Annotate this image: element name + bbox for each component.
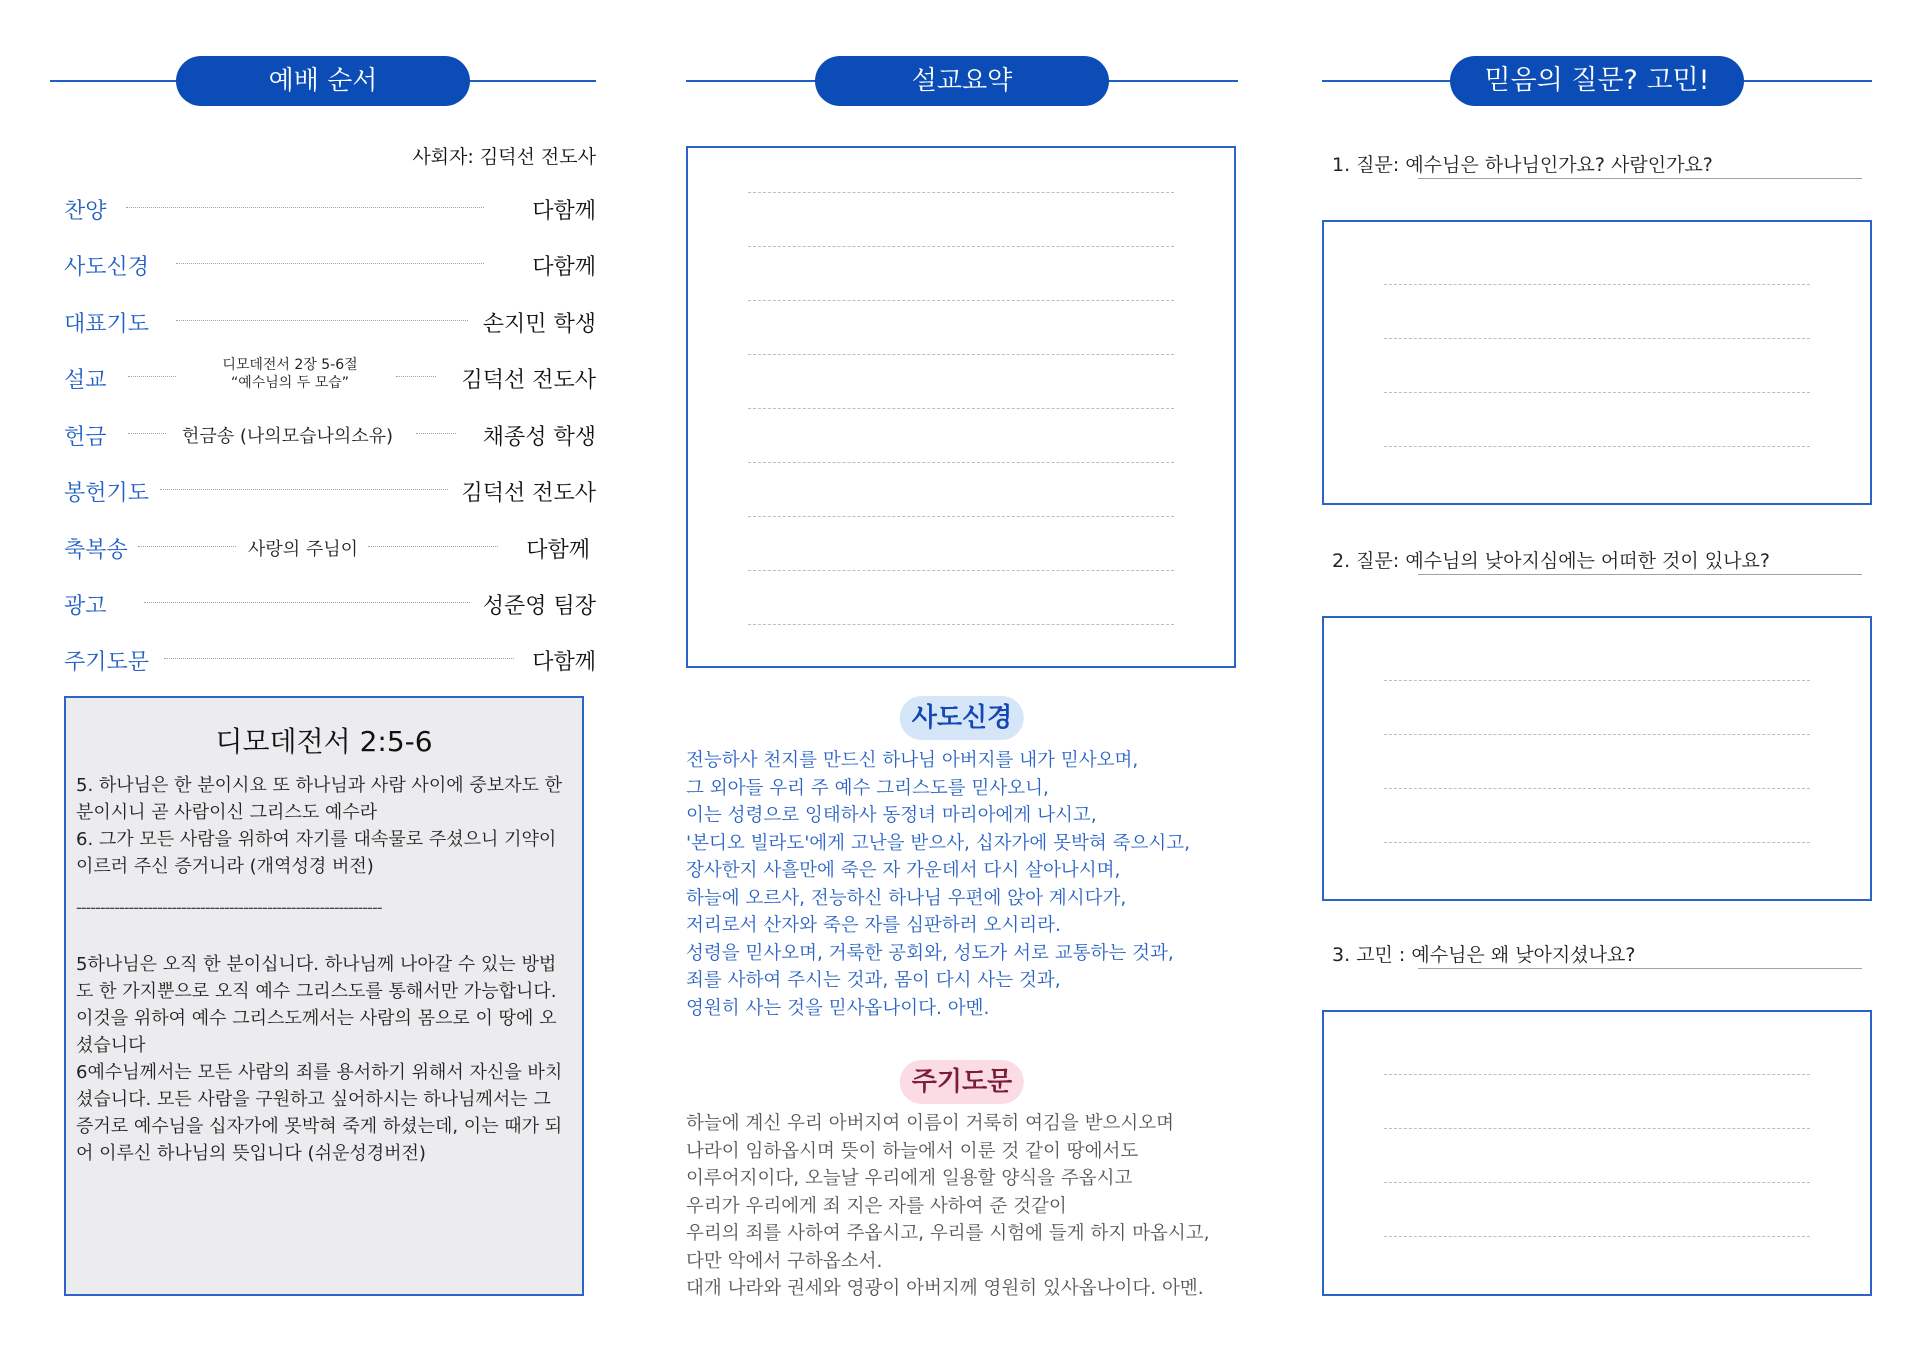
- answer-box-1[interactable]: [1322, 220, 1872, 505]
- question-1-text: 1. 질문: 예수님은 하나님인가요? 사람인가요?: [1332, 154, 1713, 176]
- creed-line: 영원히 사는 것을 믿사옵나이다. 아멘.: [686, 997, 990, 1019]
- scripture-title: 디모데전서 2:5-6: [215, 725, 433, 758]
- blessing-song-title: 사랑의 주님이: [248, 539, 359, 560]
- order-item-name: 헌금: [64, 425, 107, 450]
- prayer-line: 다만 악에서 구하옵소서.: [686, 1250, 883, 1272]
- answer-line: [1384, 1182, 1810, 1183]
- order-item-name: 대표기도: [64, 312, 150, 337]
- leader-dots: [176, 263, 484, 264]
- order-item-leader: 손지민 학생: [482, 312, 596, 337]
- answer-line: [1384, 446, 1810, 447]
- worship-order-header: [50, 56, 596, 108]
- answer-line: [1384, 1236, 1810, 1237]
- leader-dots: [160, 489, 448, 490]
- note-line: [748, 192, 1174, 193]
- worship-order-title: 예배 순서: [176, 56, 470, 106]
- creed-line: 이는 성령으로 잉태하사 동정녀 마리아에게 나시고,: [686, 805, 1097, 826]
- order-item-name: 봉헌기도: [64, 481, 150, 506]
- order-item-offering-prayer: [50, 472, 596, 506]
- scripture-verse-5: 5. 하나님은 한 분이시요 또 하나님과 사람 사이에 중보자도 한 분이시니 곧 사람이신 그리스도 예수라: [76, 775, 562, 823]
- leader-dots: [128, 376, 176, 377]
- prayer-line: 하늘에 계신 우리 아버지여 이름이 거룩히 여김을 받으시오며: [686, 1113, 1174, 1134]
- order-item-leader: 채종성 학생: [482, 425, 596, 450]
- answer-line: [1384, 842, 1810, 843]
- order-item-leader: 다함께: [532, 255, 596, 280]
- answer-line: [1384, 1074, 1810, 1075]
- leader-dots: [164, 658, 514, 659]
- leader-dots: [144, 602, 470, 603]
- note-line: [748, 354, 1174, 355]
- order-item-sermon: [50, 359, 596, 393]
- scripture-easy-5: 5하나님은 오직 한 분이십니다. 하나님께 나아갈 수 있는 방법도 한 가지뿐으로 오직 예수 그리스도를 통해서만 가능합니다. 이것을 위하여 예수 그리스도께서는 사람의 몸으로 이 땅에 오셨습니다: [76, 954, 557, 1056]
- questions-header: [1322, 56, 1872, 108]
- sermon-header: [686, 56, 1238, 108]
- answer-line: [1384, 680, 1810, 681]
- answer-box-3[interactable]: [1322, 1010, 1872, 1296]
- scripture-box: [64, 696, 584, 1296]
- question-2: [1332, 546, 1862, 580]
- apostles-creed-badge: 사도신경: [900, 696, 1024, 740]
- leader-dots: [396, 376, 436, 377]
- leader-dots: [368, 546, 498, 547]
- sermon-title: “예수님의 두 모습”: [230, 375, 350, 391]
- order-item-praise: [50, 190, 596, 224]
- note-line: [748, 516, 1174, 517]
- sermon-notes-box[interactable]: [686, 146, 1236, 668]
- presider-label: 사회자: 김덕선 전도사: [412, 146, 596, 168]
- sermon-text-info: [200, 356, 380, 392]
- note-line: [748, 408, 1174, 409]
- order-item-announcements: [50, 585, 596, 619]
- order-item-leader: 다함께: [526, 538, 590, 563]
- leader-dots: [128, 433, 166, 434]
- answer-line: [1384, 284, 1810, 285]
- creed-line: 저리로서 산자와 죽은 자를 심판하러 오시리라.: [686, 915, 1061, 936]
- creed-line: 성령을 믿사오며, 거룩한 공회와, 성도가 서로 교통하는 것과,: [686, 942, 1174, 964]
- order-item-prayer: [50, 303, 596, 337]
- leader-dots: [138, 546, 236, 547]
- creed-line: 죄를 사하여 주시는 것과, 몸이 다시 사는 것과,: [686, 970, 1061, 991]
- answer-line: [1384, 1128, 1810, 1129]
- sermon-passage: 디모데전서 2장 5-6절: [222, 357, 358, 373]
- offering-song: 헌금송 (나의모습나의소유): [182, 426, 394, 447]
- creed-line: 장사한지 사흘만에 죽은 자 가운데서 다시 살아나시며,: [686, 860, 1121, 881]
- order-item-name: 광고: [64, 594, 107, 619]
- order-item-name: 사도신경: [64, 255, 150, 280]
- creed-line: 하늘에 오르사, 전능하신 하나님 우편에 앉아 계시다가,: [686, 887, 1127, 909]
- lords-prayer-badge: 주기도문: [900, 1060, 1024, 1104]
- note-line: [748, 300, 1174, 301]
- note-line: [748, 570, 1174, 571]
- question-underline: [1418, 574, 1862, 575]
- answer-line: [1384, 338, 1810, 339]
- answer-line: [1384, 734, 1810, 735]
- worship-order-column: [50, 0, 596, 1357]
- leader-dots: [176, 320, 468, 321]
- order-item-creed: [50, 246, 596, 280]
- sermon-summary-title: 설교요약: [815, 56, 1109, 106]
- answer-line: [1384, 392, 1810, 393]
- scripture-separator: ----------------------------------------------------------------: [76, 898, 382, 917]
- answer-line: [1384, 788, 1810, 789]
- question-underline: [1418, 178, 1862, 179]
- question-3-text: 3. 고민 : 예수님은 왜 낮아지셨나요?: [1332, 944, 1636, 966]
- apostles-creed-text: [686, 747, 1238, 1022]
- questions-title: 믿음의 질문? 고민!: [1450, 56, 1744, 106]
- scripture-easy-6: 6예수님께서는 모든 사람의 죄를 용서하기 위해서 자신을 바치셨습니다. 모든 사람을 구원하고 싶어하시는 하나님께서는 그 증거로 예수님을 십자가에 못박혀 죽게 하셨는데, 이는 때가 되어 이루신 하나님의 뜻입니다 (쉬운성경버전): [76, 1062, 563, 1164]
- prayer-line: 대개 나라와 권세와 영광이 아버지께 영원히 있사옵나이다. 아멘.: [686, 1278, 1204, 1299]
- order-item-name: 찬양: [64, 199, 107, 224]
- question-underline: [1418, 968, 1862, 969]
- leader-dots: [416, 433, 456, 434]
- order-item-leader: 김덕선 전도사: [461, 368, 596, 393]
- note-line: [748, 246, 1174, 247]
- note-line: [748, 462, 1174, 463]
- note-line: [748, 624, 1174, 625]
- prayer-line: 우리의 죄를 사하여 주옵시고, 우리를 시험에 들게 하지 마옵시고,: [686, 1223, 1210, 1244]
- leader-dots: [126, 207, 484, 208]
- order-item-name: 축복송: [64, 538, 128, 563]
- scripture-verse-6: 6. 그가 모든 사람을 위하여 자기를 대속물로 주셨으니 기약이 이르러 주신 증거니라 (개역성경 버전): [76, 829, 557, 877]
- order-item-leader: 다함께: [532, 650, 596, 675]
- questions-column: [1322, 0, 1872, 1357]
- prayer-line: 우리가 우리에게 죄 지은 자를 사하여 준 것같이: [686, 1195, 1067, 1217]
- creed-line: '본디오 빌라도'에게 고난을 받으사, 십자가에 못박혀 죽으시고,: [686, 832, 1190, 854]
- order-item-name: 주기도문: [64, 650, 150, 675]
- prayer-line: 이루어지이다, 오늘날 우리에게 일용할 양식을 주옵시고: [686, 1168, 1133, 1189]
- order-item-name: 설교: [64, 368, 107, 393]
- question-3: [1332, 940, 1862, 974]
- sermon-column: [686, 0, 1238, 1357]
- creed-line: 그 외아들 우리 주 예수 그리스도를 믿사오니,: [686, 777, 1049, 799]
- question-2-text: 2. 질문: 예수님의 낮아지심에는 어떠한 것이 있나요?: [1332, 550, 1770, 572]
- order-item-leader: 김덕선 전도사: [461, 481, 596, 506]
- answer-box-2[interactable]: [1322, 616, 1872, 901]
- prayer-line: 나라이 임하옵시며 뜻이 하늘에서 이룬 것 같이 땅에서도: [686, 1140, 1139, 1162]
- order-item-lords-prayer: [50, 641, 596, 675]
- order-item-leader: 성준영 팀장: [482, 594, 596, 619]
- order-item-blessing-song: [50, 529, 596, 563]
- question-1: [1332, 150, 1862, 184]
- lords-prayer-text: [686, 1110, 1238, 1303]
- order-item-offering: [50, 416, 596, 450]
- creed-line: 전능하사 천지를 만드신 하나님 아버지를 내가 믿사오며,: [686, 750, 1139, 771]
- order-item-leader: 다함께: [532, 199, 596, 224]
